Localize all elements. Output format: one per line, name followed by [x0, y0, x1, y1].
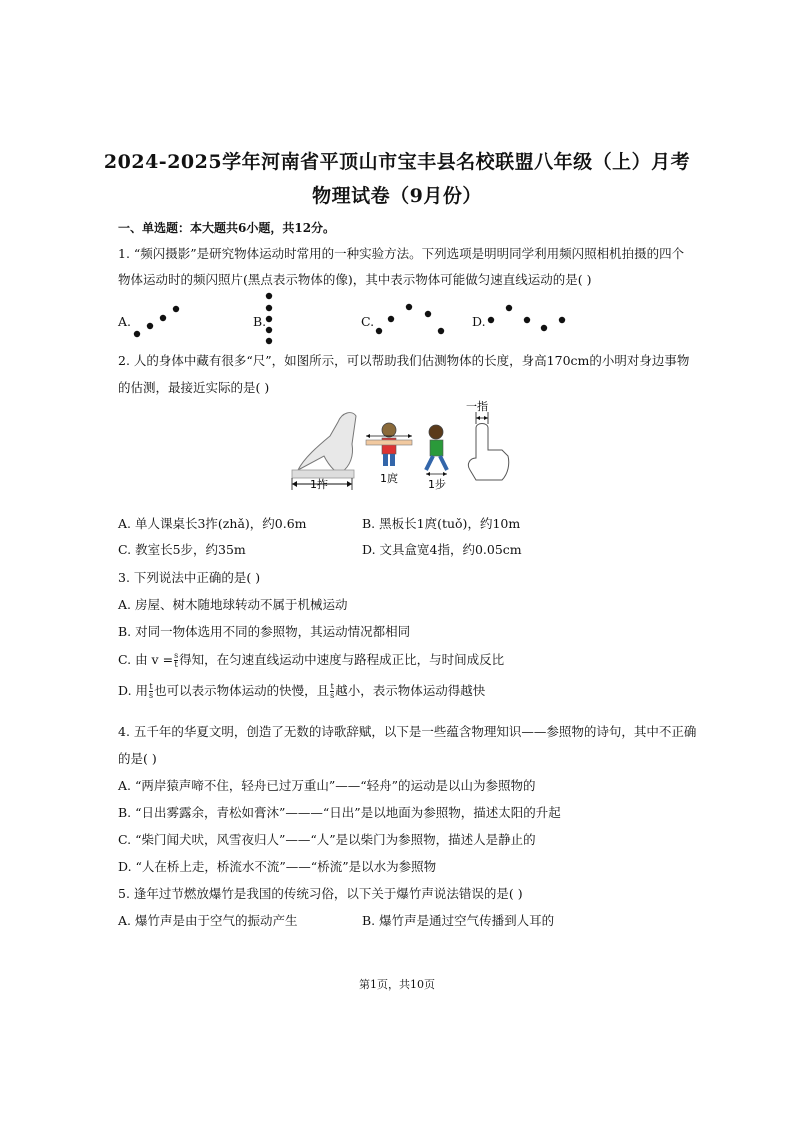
- body-ruler-figure: [290, 400, 530, 500]
- label-zha: 1拃: [310, 478, 328, 491]
- q4-option-d: D. “人在桥上走，桥流水不流”——“桥流”是以水为参照物: [118, 859, 437, 874]
- q4-stem-line1: 4. 五千年的华夏文明，创造了无数的诗歌辞赋，以下是一些蕴含物理知识——参照物的诗句，其中不正确: [118, 724, 697, 739]
- q5-option-a: A. 爆竹声是由于空气的振动产生: [118, 913, 298, 928]
- q2-stem-line1: 2. 人的身体中藏有很多“尺”，如图所示，可以帮助我们估测物体的长度，身高170cm的小明对身边事物: [118, 353, 690, 368]
- q2-option-c: C. 教室长5步，约35m: [118, 542, 246, 557]
- q5-stem: 5. 逢年过节燃放爆竹是我国的传统习俗，以下关于爆竹声说法错误的是( ): [118, 886, 523, 901]
- q1-stem-line1: 1. “频闪摄影”是研究物体运动时常用的一种实验方法。下列选项是明明同学利用频闪照相机拍摄的四个: [118, 246, 685, 261]
- q1-stem-line2: 物体运动时的频闪照片(黑点表示物体的像)，其中表示物体可能做匀速直线运动的是( ): [118, 272, 592, 287]
- q1-option-c-dots: [370, 298, 450, 338]
- q1-option-b-label: B.: [253, 314, 267, 329]
- q3-option-a: A. 房屋、树木随地球转动不属于机械运动: [118, 597, 348, 612]
- section-heading: 一、单选题：本大题共6小题，共12分。: [118, 221, 336, 235]
- label-tuo: 1庹: [380, 472, 398, 485]
- q3-option-d: D. 用 $\frac{t}{s}$ 也可以表示物体运动的快慢，且 $\frac{t}{s}$ 越小，表示物体运动得越快: [118, 682, 486, 700]
- q3-option-b: B. 对同一物体选用不同的参照物，其运动情况都相同: [118, 624, 411, 639]
- q2-option-b: B. 黑板长1庹(tuǒ)，约10m: [362, 516, 521, 531]
- finger-illustration: [468, 412, 508, 480]
- q1-option-d-dots: [484, 298, 574, 338]
- exam-title-line2: 物理试卷（9月份）: [312, 185, 482, 207]
- q1-option-a-dots: [130, 296, 190, 341]
- q3-option-c: C. 由 v = $\frac{s}{t}$ 得知，在匀速直线运动中速度与路程成正比，与时间成反比: [118, 651, 505, 669]
- q4-stem-line2: 的是( ): [118, 751, 157, 766]
- page-footer: 第1页，共10页: [359, 978, 435, 991]
- q1-option-a-label: A.: [118, 314, 132, 329]
- q1-option-d-label: D.: [472, 314, 486, 329]
- q3-stem: 3. 下列说法中正确的是( ): [118, 570, 261, 585]
- q4-option-c: C. “柴门闻犬吠，风雪夜归人”——“人”是以柴门为参照物，描述人是静止的: [118, 832, 536, 847]
- q4-option-a: A. “两岸猿声啼不住，轻舟已过万重山”——“轻舟”的运动是以山为参照物的: [118, 778, 536, 793]
- arm-span-illustration: [366, 423, 412, 466]
- q1-option-b-dots: [262, 290, 278, 346]
- q2-option-d: D. 文具盒宽4指，约0.05cm: [362, 542, 522, 557]
- exam-title-line1: 2024-2025学年河南省平顶山市宝丰县名校联盟八年级（上）月考: [103, 151, 691, 173]
- q2-option-a: A. 单人课桌长3拃(zhǎ)，约0.6m: [118, 516, 307, 531]
- q5-option-b: B. 爆竹声是通过空气传播到人耳的: [362, 913, 555, 928]
- q4-option-b: B. “日出雾露余，青松如膏沐”———“日出”是以地面为参照物，描述太阳的升起: [118, 805, 561, 820]
- label-bu: 1步: [428, 478, 446, 491]
- step-illustration: [426, 425, 447, 476]
- q1-option-c-label: C.: [361, 314, 375, 329]
- label-zhi: 一指: [466, 400, 488, 413]
- q2-stem-line2: 的估测，最接近实际的是( ): [118, 380, 270, 395]
